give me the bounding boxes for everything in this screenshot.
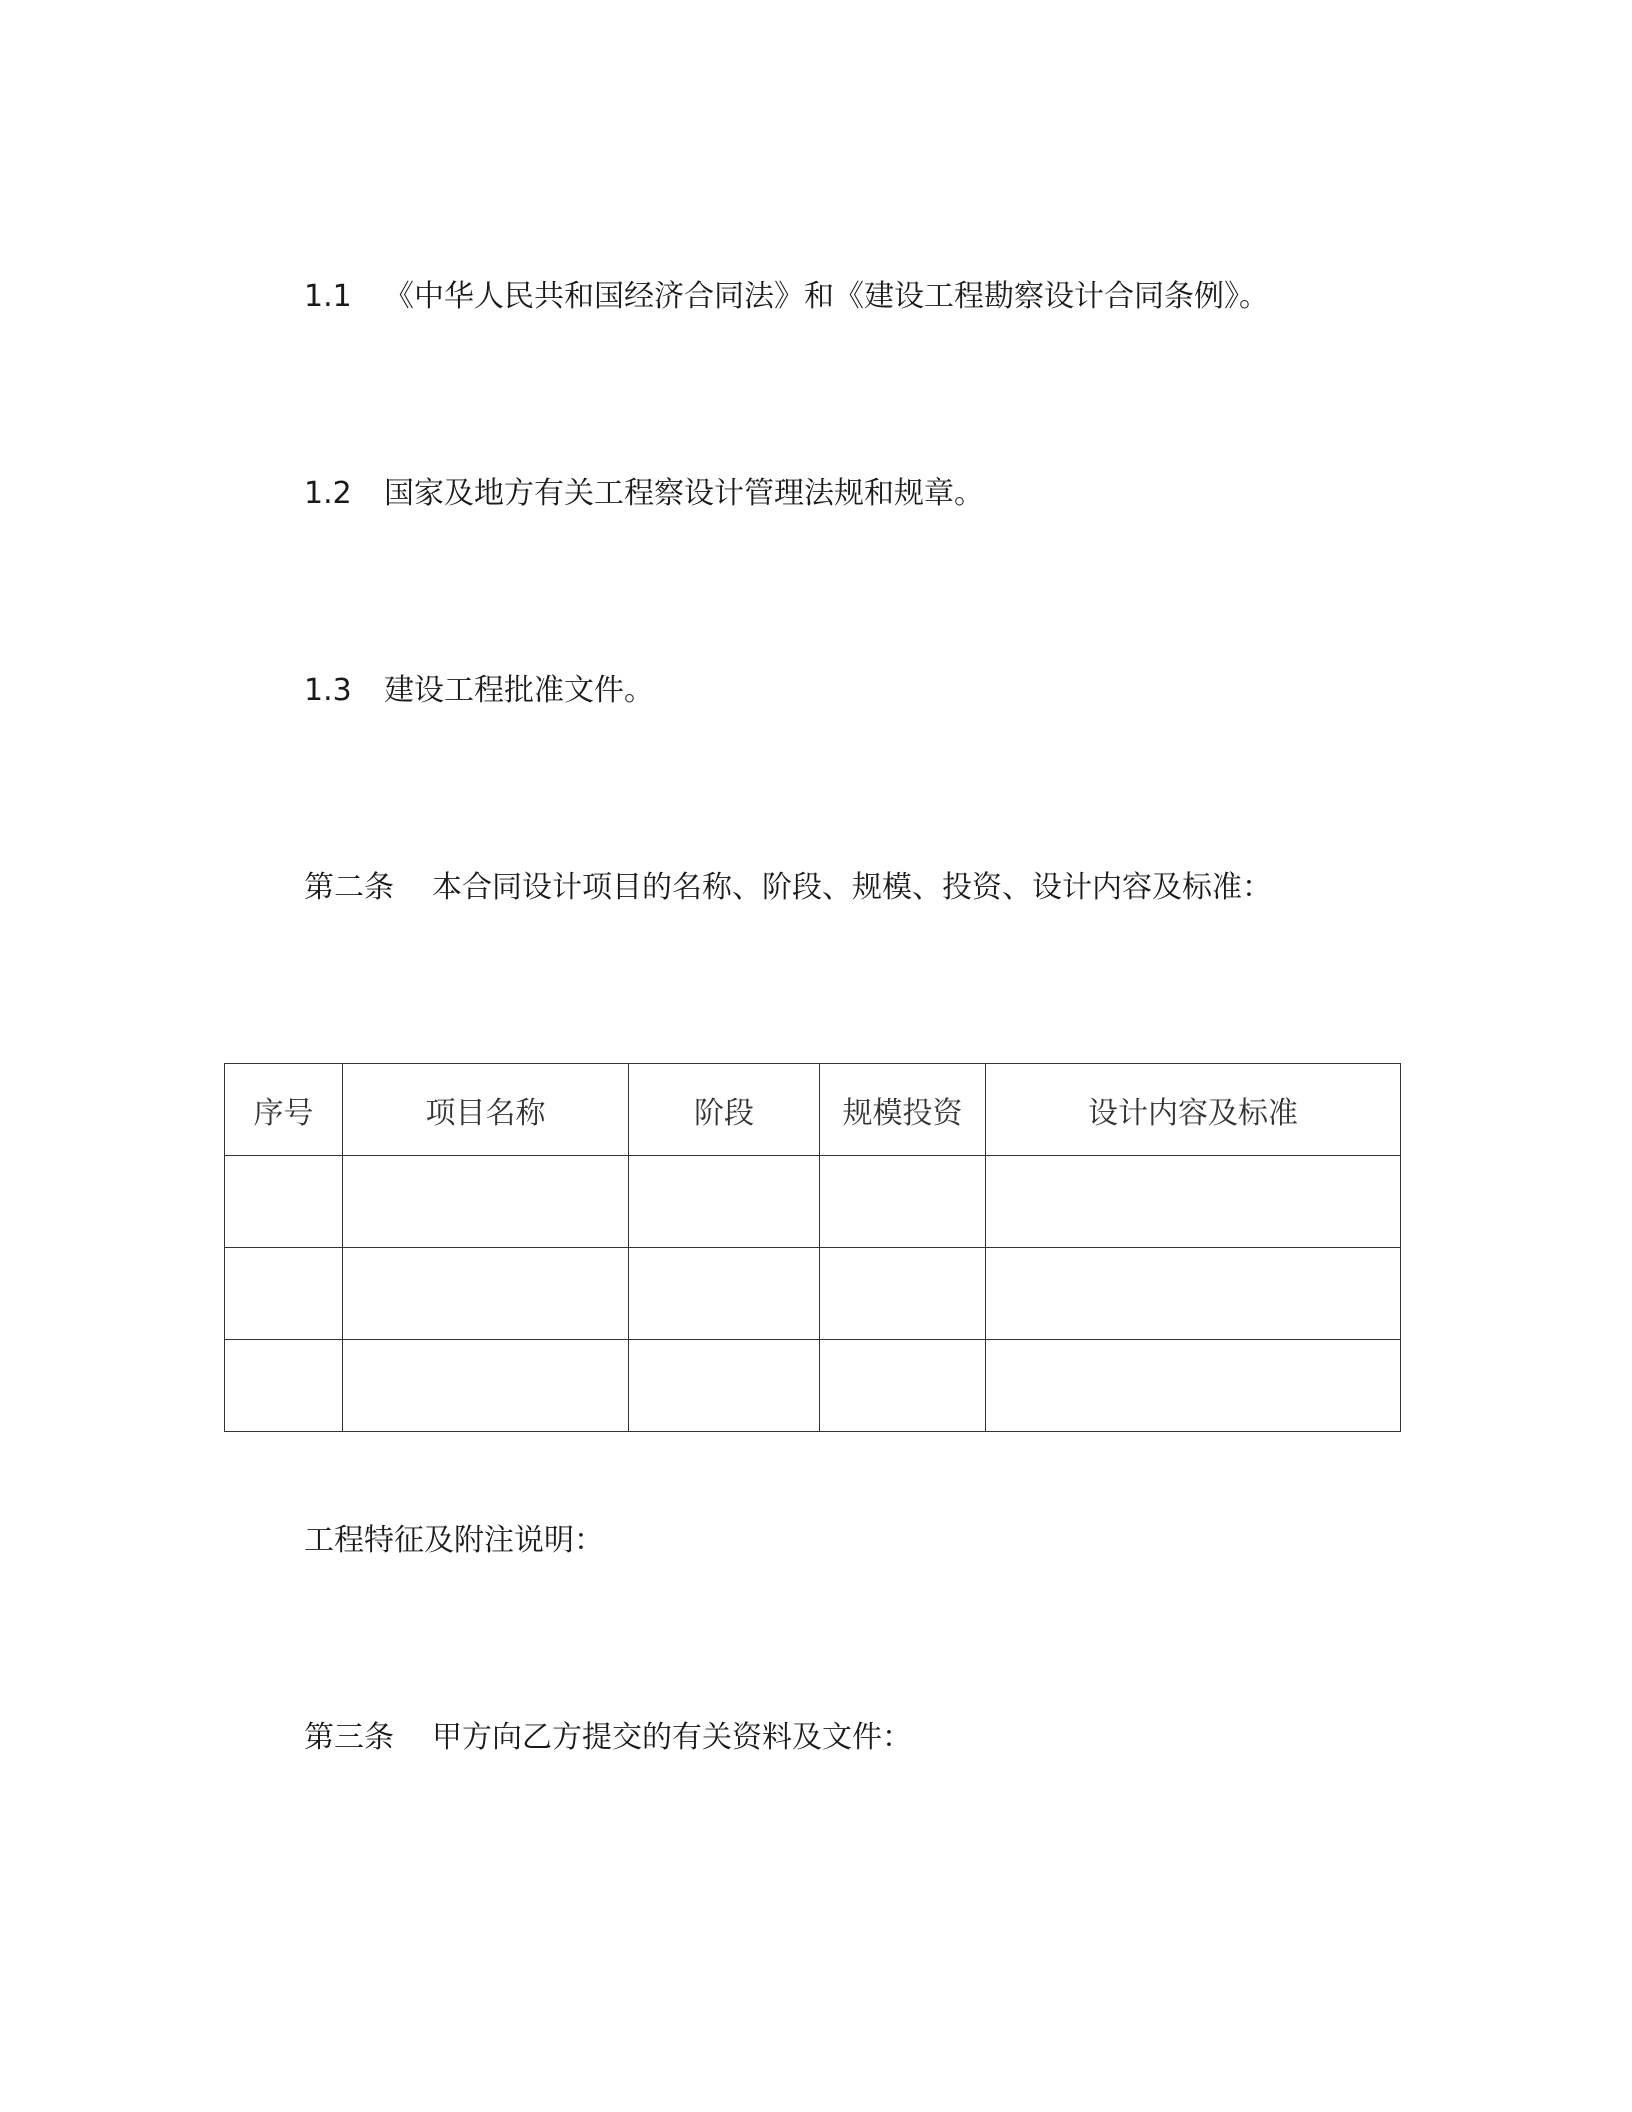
table-cell[interactable] <box>986 1156 1401 1248</box>
clause-1-3 <box>304 671 654 711</box>
article-3 <box>304 1718 912 1758</box>
table-cell[interactable] <box>629 1248 820 1340</box>
table-header-row <box>225 1064 1401 1156</box>
clause-number: 1.3 <box>304 673 352 708</box>
table-row <box>225 1156 1401 1248</box>
clause-text: 《中华人民共和国经济合同法》和《建设工程勘察设计合同条例》。 <box>384 279 1269 314</box>
table-row <box>225 1340 1401 1432</box>
table-cell[interactable] <box>820 1156 986 1248</box>
clause-1-1 <box>304 277 1269 317</box>
table-cell[interactable] <box>986 1340 1401 1432</box>
clause-1-2 <box>304 474 984 514</box>
table-cell[interactable] <box>986 1248 1401 1340</box>
table-cell[interactable] <box>820 1340 986 1432</box>
table-cell[interactable] <box>225 1156 343 1248</box>
table-cell[interactable] <box>629 1340 820 1432</box>
table-cell[interactable] <box>225 1340 343 1432</box>
table-cell[interactable] <box>343 1248 629 1340</box>
clause-text: 建设工程批准文件。 <box>384 673 654 708</box>
table-cell[interactable] <box>629 1156 820 1248</box>
article-text: 甲方向乙方提交的有关资料及文件： <box>432 1720 912 1755</box>
article-2 <box>304 868 1272 908</box>
clause-number: 1.2 <box>304 476 352 511</box>
clause-text: 国家及地方有关工程察设计管理法规和规章。 <box>384 476 984 511</box>
notes-heading <box>304 1521 604 1561</box>
table-cell[interactable] <box>820 1248 986 1340</box>
table-cell[interactable] <box>343 1340 629 1432</box>
notes-text: 工程特征及附注说明： <box>304 1523 604 1558</box>
header-scale-investment: 规模投资 <box>820 1064 986 1156</box>
header-project-name: 项目名称 <box>343 1064 629 1156</box>
article-text: 本合同设计项目的名称、阶段、规模、投资、设计内容及标准： <box>432 870 1272 905</box>
clause-number: 1.1 <box>304 279 352 314</box>
article-label: 第三条 <box>304 1720 394 1755</box>
header-design-content: 设计内容及标准 <box>986 1064 1401 1156</box>
header-serial-number: 序号 <box>225 1064 343 1156</box>
table-cell[interactable] <box>225 1248 343 1340</box>
article-label: 第二条 <box>304 870 394 905</box>
table-row <box>225 1248 1401 1340</box>
project-table <box>224 1063 1401 1432</box>
table-cell[interactable] <box>343 1156 629 1248</box>
header-stage: 阶段 <box>629 1064 820 1156</box>
